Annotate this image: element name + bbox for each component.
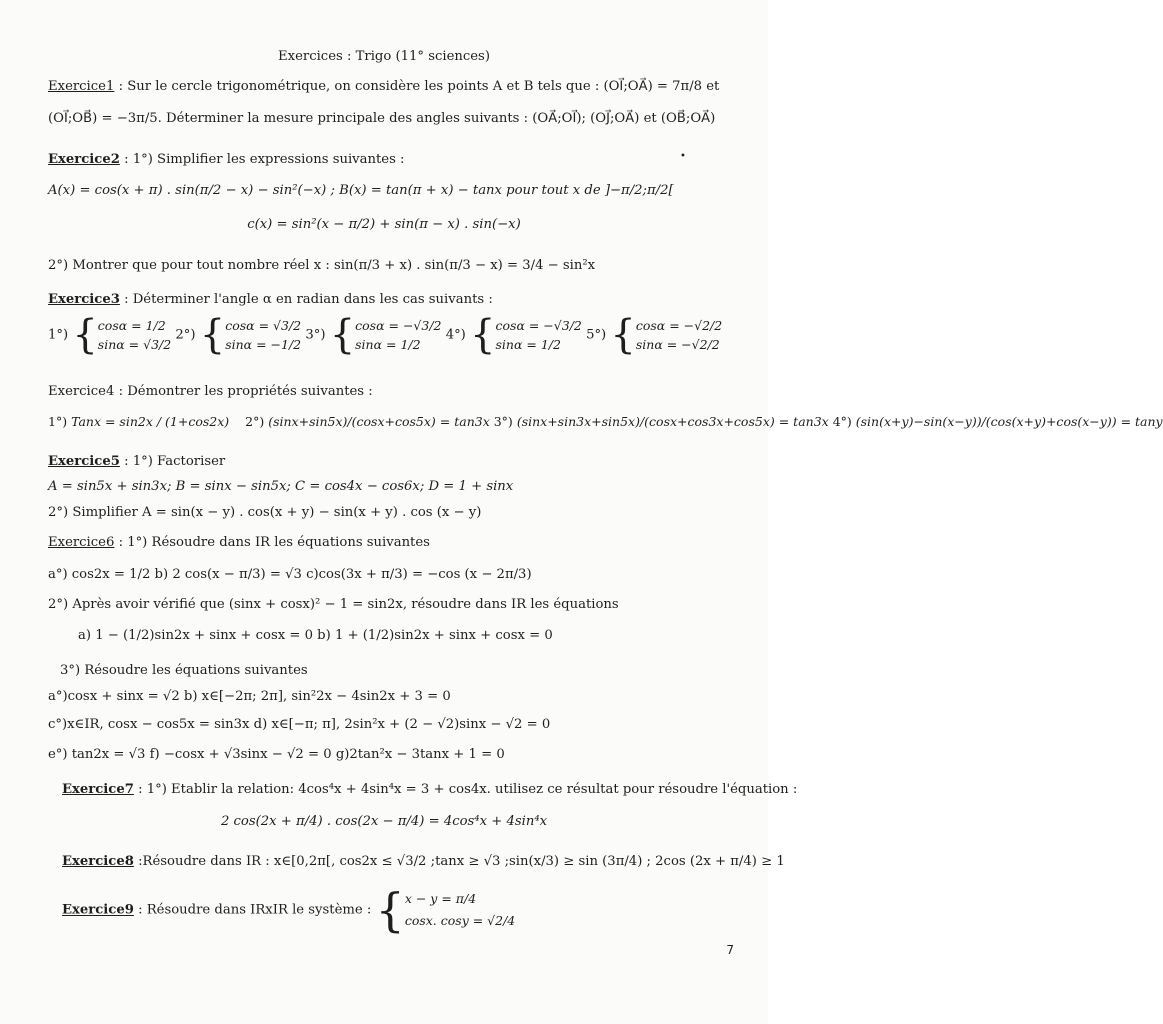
exercise-1-line-1	[48, 78, 816, 96]
system-4-number: 4°)	[445, 327, 466, 343]
exercise-9-eq-1: x − y = π/4	[404, 891, 477, 906]
exercise-2-part-2: 2°) Montrer que pour tout nombre réel x : sin(π/3 + x) . sin(π/3 − x) = 3/4 − sin²x	[48, 258, 596, 273]
exercise-2-line-1	[48, 151, 816, 169]
exercise-6-eq-row-1: a°)cosx + sinx = √2 b) x∈[−2π; 2π], sin²2x − 4sin2x + 3 = 0	[48, 689, 451, 704]
system-5-eq-2: sinα = −√2/2	[635, 337, 720, 352]
system-2-eq-2: sinα = −1/2	[225, 337, 302, 352]
system-1-eq-2: sinα = √3/2	[97, 337, 172, 352]
exercise-9-line: Exercice9 : Résoudre dans IRxIR le système : {x − y = π/4 cosx. cosy = √2/4	[62, 883, 516, 937]
exercise-8-text: :Résoudre dans IR : x∈[0,2π[, cos2x ≤ √3/2 ;tanx ≥ √3 ;sin(x/3) ≥ sin (3π/4) ; 2cos (2x + π/4) ≥ 1	[138, 854, 785, 869]
system-3-eq-1: cosα = −√3/2	[355, 318, 442, 333]
identity-3-number: 3°)	[493, 414, 513, 429]
identity-1-number: 1°)	[48, 414, 68, 429]
exercise-3-label: Exercice3	[48, 292, 120, 307]
exercise-1-text-1: : Sur le cercle trigonométrique, on considère les points A et B tels que : (OI⃗;OA⃗) = 7π/8 et	[118, 79, 720, 94]
exercise-9-eq-2: cosx. cosy = √2/4	[404, 913, 516, 928]
exercise-8-line	[62, 853, 830, 871]
system-1-number: 1°)	[48, 327, 69, 343]
system-4-eq-2: sinα = 1/2	[495, 337, 561, 352]
exercise-5-intro: : 1°) Factoriser	[124, 454, 226, 469]
exercise-6-eq-row-3: e°) tan2x = √3 f) −cosx + √3sinx − √2 = 0 g)2tan²x − 3tanx + 1 = 0	[48, 747, 505, 762]
exercise-5-label: Exercice5	[48, 454, 120, 469]
exercise-3-intro: : Déterminer l'angle α en radian dans les cas suivants :	[124, 292, 493, 307]
system-5-eq-1: cosα = −√2/2	[635, 318, 723, 333]
exercise-6-intro: : 1°) Résoudre dans IR les équations suivantes	[118, 535, 430, 550]
exercise-5-line-1	[48, 453, 816, 471]
exercise-2-expr-c: c(x) = sin²(x − π/2) + sin(π − x) . sin(−x)	[247, 217, 521, 232]
page-number: 7	[726, 943, 734, 957]
exercise-4-intro: : Démontrer les propriétés suivantes :	[118, 384, 373, 399]
exercise-6-part-2-equations: a) 1 − (1/2)sin2x + sinx + cosx = 0 b) 1 + (1/2)sin2x + sinx + cosx = 0	[78, 628, 553, 643]
exercise-5-part-2: 2°) Simplifier A = sin(x − y) . cos(x + y) − sin(x + y) . cos (x − y)	[48, 505, 482, 520]
exercise-1-label: Exercice1	[48, 79, 115, 94]
system-2-number: 2°)	[175, 327, 196, 343]
exercise-1-line-2: (OI⃗;OB⃗) = −3π/5. Déterminer la mesure principale des angles suivants : (OA⃗;OI⃗); (OJ⃗;OA⃗) et (OB⃗;OA⃗)	[48, 111, 716, 126]
exercise-9-label: Exercice9	[62, 902, 134, 918]
exercise-4-line-1	[48, 383, 816, 401]
identity-3: (sinx+sin3x+sin5x)/(cosx+cos3x+cos5x) = tan3x	[516, 414, 829, 429]
exercise-2-label: Exercice2	[48, 152, 120, 167]
exercise-6-part-3: 3°) Résoudre les équations suivantes	[60, 663, 308, 678]
speck-mark: •	[680, 151, 686, 162]
exercise-5-expressions: A = sin5x + sin3x; B = sinx − sin5x; C = cos4x − cos6x; D = 1 + sinx	[48, 479, 514, 494]
exercise-6-equations-a-c: a°) cos2x = 1/2 b) 2 cos(x − π/3) = √3 c)cos(3x + π/3) = −cos (x − 2π/3)	[48, 567, 532, 582]
exercise-3-systems: 1°) {cosα = 1/2 sinα = √3/2 2°) {cosα = √3/2 sinα = −1/2 3°) {cosα = −√3/2 sinα = 1/2 4°) {cosα = −√3/2 sinα = 1/2 5°) {cosα = −√2/2 sinα = −√2/2	[48, 312, 723, 358]
identity-2-number: 2°)	[245, 414, 265, 429]
exercise-7-intro: : 1°) Etablir la relation: 4cos⁴x + 4sin⁴x = 3 + cos4x. utilisez ce résultat pour résoudre l'équation :	[138, 782, 798, 797]
page-title: Exercices : Trigo (11° sciences)	[278, 49, 490, 64]
identity-2: (sinx+sin5x)/(cosx+cos5x) = tan3x	[268, 414, 490, 429]
exercise-3-line-1	[48, 291, 816, 309]
identity-4: (sin(x+y)−sin(x−y))/(cos(x+y)+cos(x−y)) = tany	[855, 414, 1163, 429]
system-3-eq-2: sinα = 1/2	[355, 337, 421, 352]
system-2-eq-1: cosα = √3/2	[225, 318, 302, 333]
exercise-7-label: Exercice7	[62, 782, 134, 797]
exercise-4-identities	[48, 413, 1163, 431]
identity-1: Tanx = sin2x / (1+cos2x)	[71, 414, 230, 429]
exercise-6-part-2: 2°) Après avoir vérifié que (sinx + cosx)² − 1 = sin2x, résoudre dans IR les équations	[48, 597, 619, 612]
exercise-7-line-1	[62, 781, 830, 799]
exercise-2-expr-a-b: A(x) = cos(x + π) . sin(π/2 − x) − sin²(−x) ; B(x) = tan(π + x) − tanx pour tout x de ]−π/2;π/2[	[48, 183, 674, 198]
exercise-6-line-1	[48, 534, 816, 552]
system-3-number: 3°)	[305, 327, 326, 343]
exercise-2-intro: : 1°) Simplifier les expressions suivantes :	[124, 152, 405, 167]
exercise-8-label: Exercice8	[62, 854, 134, 869]
system-4-eq-1: cosα = −√3/2	[495, 318, 582, 333]
exercise-6-label: Exercice6	[48, 535, 115, 550]
system-5-number: 5°)	[586, 327, 607, 343]
identity-4-number: 4°)	[832, 414, 852, 429]
system-1-eq-1: cosα = 1/2	[97, 318, 166, 333]
exercise-7-equation: 2 cos(2x + π/4) . cos(2x − π/4) = 4cos⁴x + 4sin⁴x	[220, 814, 548, 829]
exercise-9-text: : Résoudre dans IRxIR le système :	[138, 902, 372, 918]
exercise-4-label: Exercice4	[48, 384, 115, 399]
exercise-6-eq-row-2: c°)x∈IR, cosx − cos5x = sin3x d) x∈[−π; π], 2sin²x + (2 − √2)sinx − √2 = 0	[48, 717, 551, 732]
